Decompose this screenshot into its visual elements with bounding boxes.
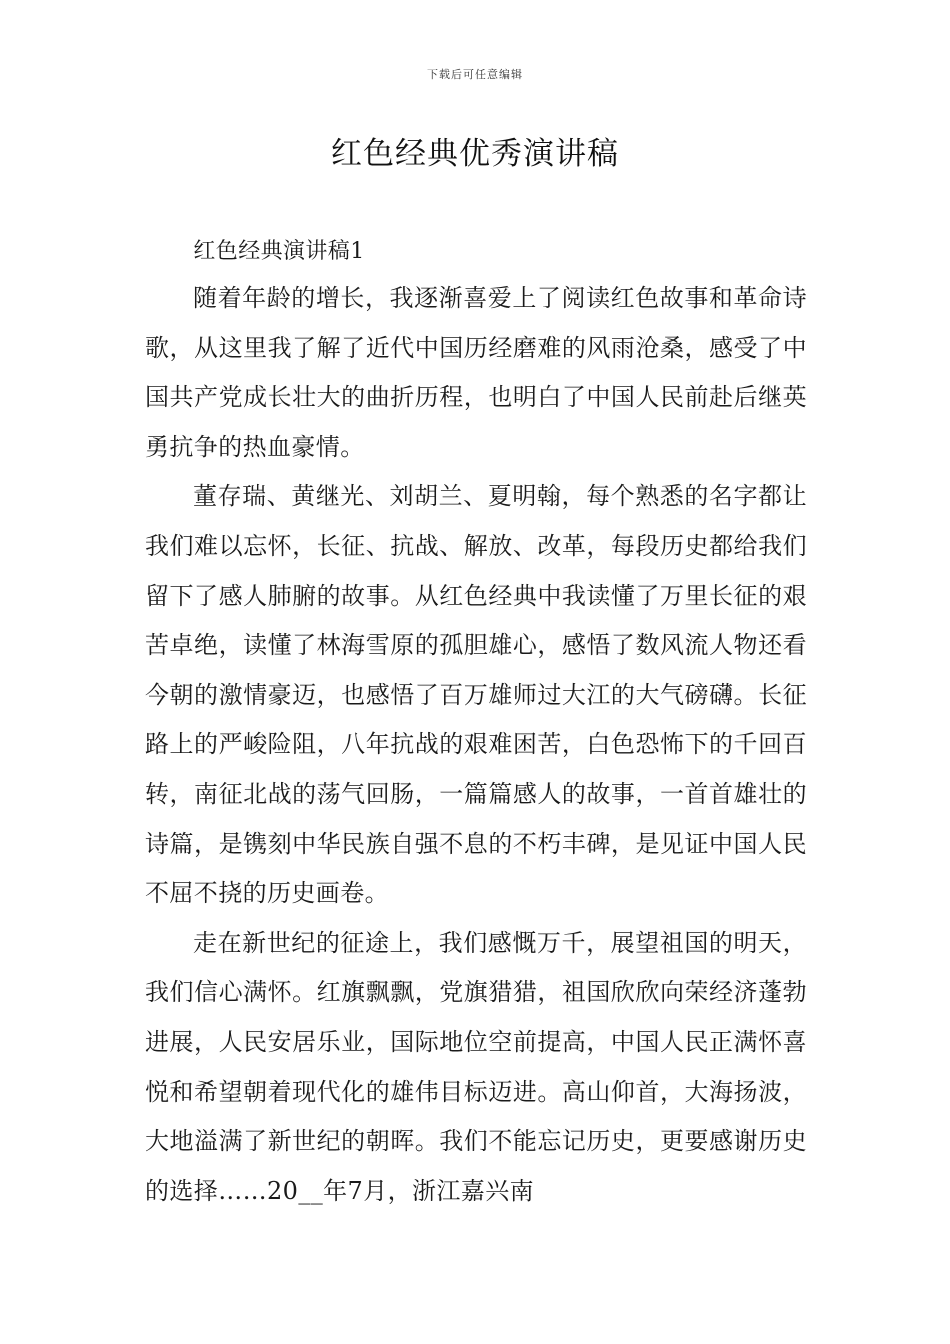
document-title: 红色经典优秀演讲稿 xyxy=(331,136,619,172)
paragraph-1: 随着年龄的增长，我逐渐喜爱上了阅读红色故事和革命诗歌，从这里我了解了近代中国历经磨难的风雨沧桑，感受了中国共产党成长壮大的曲折历程，也明白了中国人民前赴后继英勇抗争的热血豪情。 xyxy=(145,284,807,461)
document-body xyxy=(145,230,807,1216)
paragraph-2: 董存瑞、黄继光、刘胡兰、夏明翰，每个熟悉的名字都让我们难以忘怀，长征、抗战、解放、改革，每段历史都给我们留下了感人肺腑的故事。从红色经典中我读懂了万里长征的艰苦卓绝，读懂了林海雪原的孤胆雄心，感悟了数风流人物还看今朝的激情豪迈，也感悟了百万雄师过大江的大气磅礴。长征路上的严峻险阻，八年抗战的艰难困苦，白色恐怖下的千回百转，南征北战的荡气回肠，一篇篇感人的故事，一首首雄壮的诗篇，是镌刻中华民族自强不息的不朽丰碑，是见证中国人民不屈不挠的历史画卷。 xyxy=(145,482,807,908)
header-note: 下载后可任意编辑 xyxy=(427,68,523,81)
section-subtitle: 红色经典演讲稿1 xyxy=(193,239,365,264)
paragraph-3: 走在新世纪的征途上，我们感慨万千，展望祖国的明天，我们信心满怀。红旗飘飘，党旗猎猎，祖国欣欣向荣经济蓬勃进展，人民安居乐业，国际地位空前提高，中国人民正满怀喜悦和希望朝着现代化的雄伟目标迈进。高山仰首，大海扬波，大地溢满了新世纪的朝晖。我们不能忘记历史，更要感谢历史的选择……20__年7月，浙江嘉兴南 xyxy=(145,928,807,1205)
